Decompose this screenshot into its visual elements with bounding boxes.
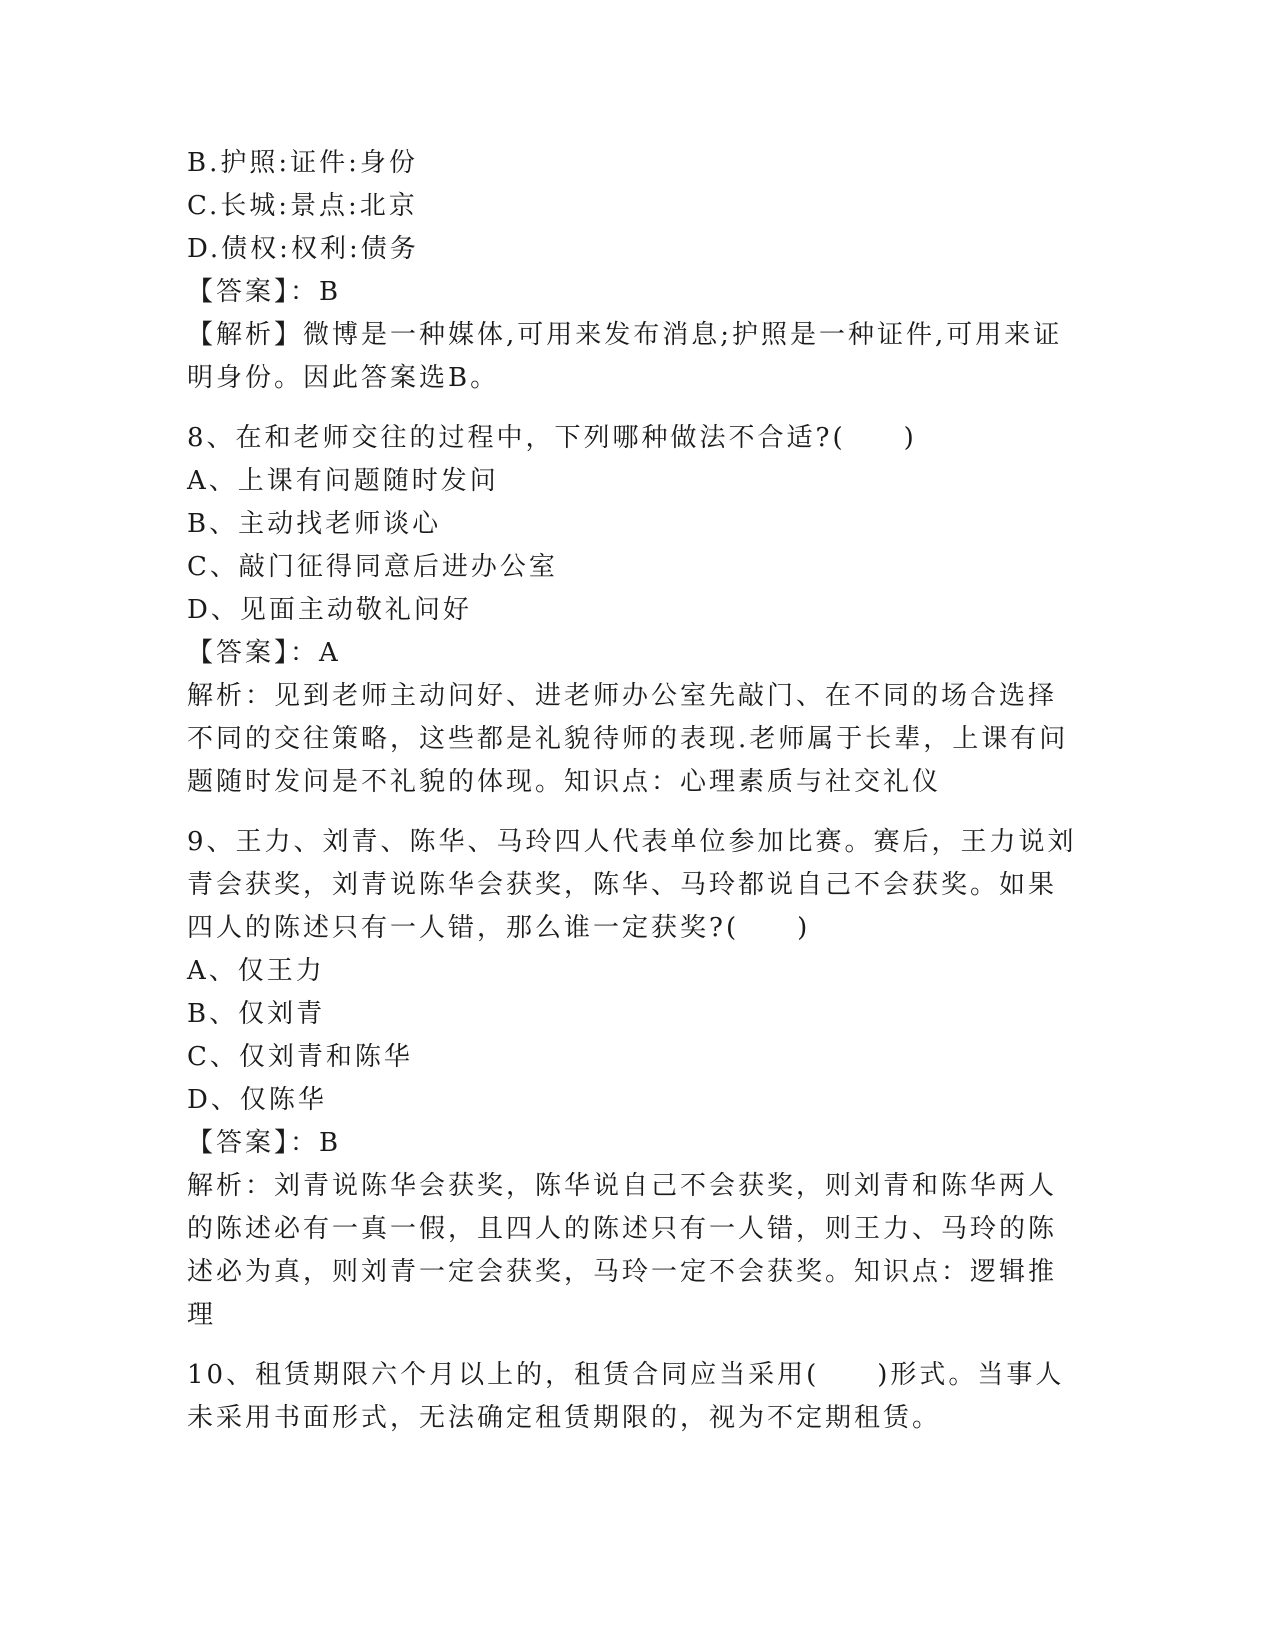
analysis-line: 述必为真，则刘青一定会获奖，马玲一定不会获奖。知识点：逻辑推 [187, 1257, 1058, 1287]
answer-line: 【答案】：B [187, 1128, 342, 1158]
option-b: B.护照:证件:身份 [187, 148, 418, 178]
question-10 [187, 1354, 1087, 1440]
option-c: C、敲门征得同意后进办公室 [187, 552, 558, 582]
analysis-line: 【解析】微博是一种媒体,可用来发布消息;护照是一种证件,可用来证 [187, 320, 1063, 350]
option-d: D、仅陈华 [187, 1085, 327, 1115]
question-stem: 10、租赁期限六个月以上的，租赁合同应当采用( )形式。当事人 [187, 1360, 1065, 1390]
option-c: C.长城:景点:北京 [187, 191, 418, 221]
analysis-line: 明身份。因此答案选B。 [187, 363, 500, 393]
option-d: D、见面主动敬礼问好 [187, 595, 472, 625]
document-page [187, 142, 1087, 1440]
analysis-line: 不同的交往策略，这些都是礼貌待师的表现.老师属于长辈，上课有问 [187, 724, 1069, 754]
answer-line: 【答案】：B [187, 277, 342, 307]
question-9 [187, 821, 1087, 1337]
question-stem: 9、王力、刘青、陈华、马玲四人代表单位参加比赛。赛后，王力说刘 [187, 827, 1077, 857]
analysis-line: 的陈述必有一真一假，且四人的陈述只有一人错，则王力、马玲的陈 [187, 1214, 1058, 1244]
question-stem: 青会获奖，刘青说陈华会获奖，陈华、马玲都说自己不会获奖。如果 [187, 870, 1058, 900]
analysis-line: 解析：刘青说陈华会获奖，陈华说自己不会获奖，则刘青和陈华两人 [187, 1171, 1058, 1201]
question-stem: 四人的陈述只有一人错，那么谁一定获奖?( ) [187, 913, 811, 943]
question-8 [187, 417, 1087, 804]
analysis-line: 理 [187, 1300, 217, 1330]
answer-line: 【答案】：A [187, 638, 341, 668]
option-a: A、上课有问题随时发问 [187, 466, 499, 496]
option-c: C、仅刘青和陈华 [187, 1042, 413, 1072]
question-7-tail [187, 142, 1087, 400]
option-d: D.债权:权利:债务 [187, 234, 419, 264]
option-b: B、主动找老师谈心 [187, 509, 442, 539]
question-stem: 未采用书面形式，无法确定租赁期限的，视为不定期租赁。 [187, 1403, 942, 1433]
option-a: A、仅王力 [187, 956, 325, 986]
analysis-line: 题随时发问是不礼貌的体现。知识点：心理素质与社交礼仪 [187, 767, 942, 797]
question-stem: 8、在和老师交往的过程中，下列哪种做法不合适?( ) [187, 423, 917, 453]
analysis-line: 解析：见到老师主动问好、进老师办公室先敲门、在不同的场合选择 [187, 681, 1058, 711]
option-b: B、仅刘青 [187, 999, 326, 1029]
